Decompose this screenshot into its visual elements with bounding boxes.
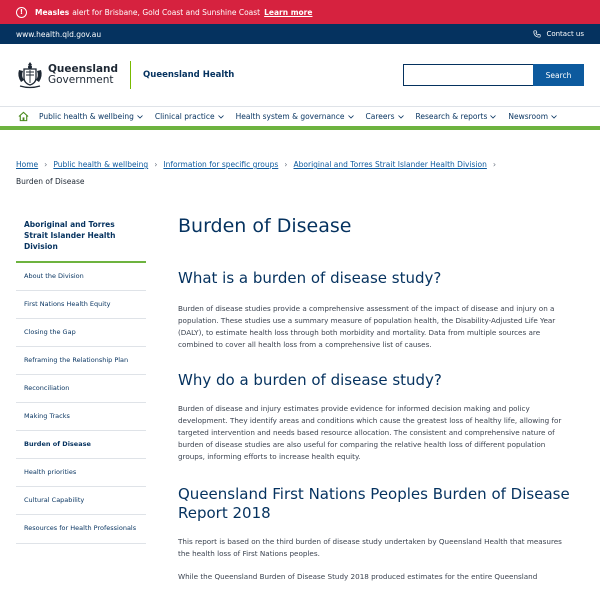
main-content — [178, 216, 570, 582]
main-nav — [0, 106, 600, 130]
alert-strong: Measles — [35, 7, 70, 17]
qld-government-logo[interactable] — [16, 60, 118, 90]
contact-us-link[interactable] — [533, 30, 584, 38]
contact-us-label: Contact us — [546, 30, 584, 38]
page-title: Burden of Disease — [178, 215, 352, 237]
site-bar — [0, 24, 600, 44]
side-nav-item-about[interactable]: About the Division — [16, 263, 146, 291]
gov-name-line1: Queensland — [48, 62, 119, 75]
nav-label: Careers — [365, 112, 395, 121]
side-nav-title[interactable]: Aboriginal and Torres Strait Islander Health Division — [16, 216, 146, 263]
alert-banner — [0, 0, 600, 24]
nav-item-careers[interactable] — [366, 112, 404, 121]
crest-icon — [16, 60, 44, 90]
alert-icon: ! — [16, 7, 27, 18]
nav-item-health-system[interactable] — [236, 112, 354, 121]
nav-label: Public health & wellbeing — [39, 112, 134, 121]
home-icon[interactable] — [18, 111, 29, 122]
learn-more-link[interactable]: Learn more — [264, 7, 313, 17]
breadcrumb-home[interactable]: Home — [16, 160, 39, 169]
side-nav — [16, 216, 146, 582]
side-nav-item-burden-of-disease[interactable]: Burden of Disease — [16, 431, 146, 459]
side-nav-item-resources[interactable]: Resources for Health Professionals — [16, 515, 146, 543]
chevron-down-icon — [348, 115, 354, 119]
chevron-right-icon: › — [492, 160, 497, 169]
chevron-right-icon: › — [154, 160, 158, 169]
side-nav-item-closing-the-gap[interactable]: Closing the Gap — [16, 319, 146, 347]
chevron-down-icon — [218, 115, 224, 119]
site-url-link[interactable]: www.health.qld.gov.au — [16, 29, 102, 39]
search-input[interactable] — [403, 64, 533, 86]
alert-text: alert for Brisbane, Gold Coast and Sunshine Coast — [72, 7, 261, 17]
nav-label: Research & reports — [415, 112, 488, 121]
search-form — [403, 64, 584, 86]
chevron-right-icon: › — [44, 160, 48, 169]
breadcrumb-public-health[interactable]: Public health & wellbeing — [53, 160, 149, 169]
phone-icon — [533, 30, 541, 38]
side-nav-item-health-equity[interactable]: First Nations Health Equity — [16, 291, 146, 319]
search-button[interactable]: Search — [533, 64, 584, 86]
breadcrumb — [0, 130, 600, 190]
nav-item-research[interactable] — [416, 112, 497, 121]
nav-label: Newsroom — [508, 112, 549, 121]
nav-item-newsroom[interactable] — [508, 112, 557, 121]
section-heading-what-is: What is a burden of disease study? — [178, 268, 442, 287]
header-divider — [130, 61, 131, 89]
chevron-right-icon: › — [284, 160, 288, 169]
breadcrumb-current: Burden of Disease — [16, 177, 85, 186]
chevron-down-icon — [398, 115, 404, 119]
side-nav-item-health-priorities[interactable]: Health priorities — [16, 459, 146, 487]
nav-item-clinical-practice[interactable] — [155, 112, 224, 121]
page-content — [0, 190, 600, 582]
site-header — [0, 44, 600, 106]
chevron-down-icon — [490, 115, 496, 119]
paragraph-report-detail: While the Queensland Burden of Disease Study 2018 produced estimates for the entire Queensland — [178, 571, 538, 581]
paragraph-report-intro: This report is based on the third burden of disease study undertaken by Queensland Health that measures the health loss of First Nations peoples. — [178, 536, 562, 558]
paragraph-what-is: Burden of disease studies provide a comprehensive assessment of the impact of disease and injury on a population. These studies use a summary measure of population health, the Disability-Adjusted Life Year (DALY), to estimate health loss through both morbidity and mortality. Data from multiple sources are combined to cover all health loss from a comprehensive list of causes. — [178, 304, 556, 350]
chevron-down-icon — [551, 115, 557, 119]
nav-label: Health system & governance — [235, 112, 345, 121]
side-nav-item-reconciliation[interactable]: Reconciliation — [16, 375, 146, 403]
breadcrumb-specific-groups[interactable]: Information for specific groups — [163, 160, 279, 169]
section-heading-why: Why do a burden of disease study? — [178, 370, 442, 389]
side-nav-item-reframing[interactable]: Reframing the Relationship Plan — [16, 347, 146, 375]
paragraph-why: Burden of disease and injury estimates provide evidence for informed decision making and policy development. They identify areas and conditions which cause the greatest loss of healthy life, allowing for targeted intervention and needs based resource allocation. The consistent and comprehensive nature of burden of disease studies are also useful for comparing the relative health loss of different population groups, informing efforts to increase health equity. — [178, 404, 562, 461]
side-nav-item-making-tracks[interactable]: Making Tracks — [16, 403, 146, 431]
chevron-down-icon — [137, 115, 143, 119]
section-heading-report: Queensland First Nations Peoples Burden of Disease Report 2018 — [178, 484, 570, 523]
gov-name-line2: Government — [48, 74, 114, 86]
side-nav-item-cultural-capability[interactable]: Cultural Capability — [16, 487, 146, 515]
site-name[interactable]: Queensland Health — [143, 70, 235, 80]
breadcrumb-division[interactable]: Aboriginal and Torres Strait Islander Health Division — [293, 160, 487, 169]
nav-item-public-health[interactable] — [39, 112, 143, 121]
nav-label: Clinical practice — [154, 112, 215, 121]
